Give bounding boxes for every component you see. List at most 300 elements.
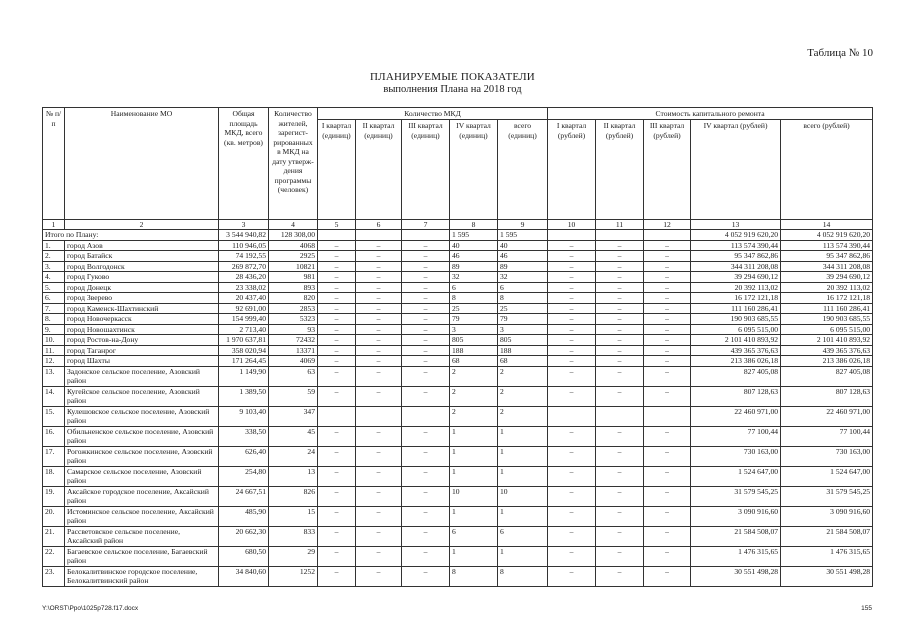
residents-value: 29: [269, 546, 318, 566]
cost-q4-value: 2 101 410 893,92: [691, 335, 781, 346]
mkd-q2-value: –: [356, 293, 402, 304]
mkd-total-value: 79: [498, 314, 548, 325]
municipality-name: Аксайское городское поселение, Аксайский район: [65, 486, 219, 506]
cost-q2-value: –: [596, 386, 644, 406]
mkd-q4-value: 8: [450, 566, 498, 586]
header-mkd-q4: IV квартал (единиц): [450, 120, 498, 220]
cost-q1-value: –: [548, 366, 596, 386]
residents-value: 826: [269, 486, 318, 506]
cost-q1-value: –: [548, 272, 596, 283]
column-number: 14: [781, 220, 873, 230]
mkd-total-value: 188: [498, 345, 548, 356]
table-row: [43, 526, 873, 546]
table-row: [43, 345, 873, 356]
mkd-q1-value: [318, 406, 356, 426]
mkd-q2-value: –: [356, 466, 402, 486]
cost-q3-value: –: [644, 345, 691, 356]
mkd-q3-value: –: [402, 240, 450, 251]
table-row: [43, 366, 873, 386]
row-number: 21.: [43, 526, 65, 546]
mkd-q4-value: 10: [450, 486, 498, 506]
cost-q1-value: –: [548, 486, 596, 506]
mkd-q1-value: –: [318, 261, 356, 272]
mkd-q2-value: –: [356, 446, 402, 466]
area-value: 9 103,40: [219, 406, 269, 426]
mkd-q1-value: –: [318, 303, 356, 314]
residents-value: 893: [269, 282, 318, 293]
total-cost-q4: 4 052 919 620,20: [691, 230, 781, 241]
mkd-q3-value: –: [402, 282, 450, 293]
mkd-total-value: 6: [498, 526, 548, 546]
header-area: Общая площадь МКД, всего (кв. метров): [219, 108, 269, 220]
mkd-total-value: 32: [498, 272, 548, 283]
mkd-q1-value: –: [318, 386, 356, 406]
area-value: 74 192,55: [219, 251, 269, 262]
mkd-q1-value: –: [318, 240, 356, 251]
cost-total-value: 344 311 208,08: [781, 261, 873, 272]
area-value: 485,90: [219, 506, 269, 526]
mkd-total-value: 40: [498, 240, 548, 251]
mkd-q1-value: –: [318, 251, 356, 262]
table-row: [43, 272, 873, 283]
mkd-q4-value: 2: [450, 386, 498, 406]
municipality-name: город Новочеркасск: [65, 314, 219, 325]
table-row: [43, 303, 873, 314]
mkd-q2-value: –: [356, 324, 402, 335]
mkd-q2-value: –: [356, 303, 402, 314]
header-cost-total: всего (рублей): [781, 120, 873, 220]
cost-q1-value: –: [548, 345, 596, 356]
column-number-row: [43, 220, 873, 230]
cost-q2-value: –: [596, 303, 644, 314]
cost-q2-value: –: [596, 426, 644, 446]
mkd-q3-value: –: [402, 314, 450, 325]
residents-value: 347: [269, 406, 318, 426]
mkd-total-value: 8: [498, 293, 548, 304]
table-row: [43, 406, 873, 426]
mkd-total-value: 46: [498, 251, 548, 262]
cost-q2-value: –: [596, 282, 644, 293]
row-number: 10.: [43, 335, 65, 346]
column-number: 5: [318, 220, 356, 230]
mkd-q4-value: 79: [450, 314, 498, 325]
mkd-q2-value: –: [356, 546, 402, 566]
area-value: 23 338,02: [219, 282, 269, 293]
municipality-name: город Ростов-на-Дону: [65, 335, 219, 346]
mkd-q3-value: –: [402, 546, 450, 566]
residents-value: 59: [269, 386, 318, 406]
cost-q3-value: –: [644, 426, 691, 446]
mkd-q4-value: 6: [450, 282, 498, 293]
area-value: 24 667,51: [219, 486, 269, 506]
cost-q4-value: 21 584 508,07: [691, 526, 781, 546]
mkd-total-value: 10: [498, 486, 548, 506]
mkd-q2-value: –: [356, 506, 402, 526]
row-number: 16.: [43, 426, 65, 446]
cost-q3-value: –: [644, 335, 691, 346]
cost-q4-value: 807 128,63: [691, 386, 781, 406]
cost-q2-value: –: [596, 566, 644, 586]
plan-indicators-table: [42, 107, 873, 587]
cost-q1-value: –: [548, 356, 596, 367]
header-mkd-group: Количество МКД: [318, 108, 548, 120]
municipality-name: город Шахты: [65, 356, 219, 367]
residents-value: 72432: [269, 335, 318, 346]
table-row: [43, 356, 873, 367]
area-value: 1 389,50: [219, 386, 269, 406]
mkd-q3-value: –: [402, 506, 450, 526]
cost-q4-value: 31 579 545,25: [691, 486, 781, 506]
cost-q2-value: –: [596, 324, 644, 335]
cost-total-value: 190 903 685,55: [781, 314, 873, 325]
cost-q2-value: –: [596, 546, 644, 566]
municipality-name: город Батайск: [65, 251, 219, 262]
row-number: 15.: [43, 406, 65, 426]
row-number: 12.: [43, 356, 65, 367]
mkd-q1-value: –: [318, 546, 356, 566]
cost-q4-value: 20 392 113,02: [691, 282, 781, 293]
mkd-q4-value: 2: [450, 366, 498, 386]
mkd-q4-value: 32: [450, 272, 498, 283]
mkd-q1-value: –: [318, 293, 356, 304]
mkd-q2-value: –: [356, 314, 402, 325]
mkd-q3-value: –: [402, 324, 450, 335]
mkd-q2-value: –: [356, 526, 402, 546]
cost-q2-value: –: [596, 335, 644, 346]
mkd-total-value: 1: [498, 446, 548, 466]
cost-q1-value: –: [548, 335, 596, 346]
residents-value: 2925: [269, 251, 318, 262]
table-row: [43, 314, 873, 325]
table-row: [43, 261, 873, 272]
row-number: 4.: [43, 272, 65, 283]
cost-total-value: 1 524 647,00: [781, 466, 873, 486]
cost-total-value: 439 365 376,63: [781, 345, 873, 356]
cost-q4-value: 3 090 916,60: [691, 506, 781, 526]
table-row: [43, 335, 873, 346]
area-value: 171 264,45: [219, 356, 269, 367]
cost-q1-value: –: [548, 426, 596, 446]
area-value: 110 946,05: [219, 240, 269, 251]
cost-q4-value: 95 347 862,86: [691, 251, 781, 262]
cost-q3-value: –: [644, 293, 691, 304]
cost-q4-value: 111 160 286,41: [691, 303, 781, 314]
cost-q3-value: –: [644, 486, 691, 506]
cost-q2-value: –: [596, 446, 644, 466]
mkd-q4-value: 40: [450, 240, 498, 251]
cost-q2-value: –: [596, 466, 644, 486]
cost-q3-value: –: [644, 314, 691, 325]
cost-q3-value: –: [644, 466, 691, 486]
column-number: 2: [65, 220, 219, 230]
area-value: 154 999,40: [219, 314, 269, 325]
cost-total-value: 21 584 508,07: [781, 526, 873, 546]
mkd-q3-value: –: [402, 272, 450, 283]
mkd-q4-value: 6: [450, 526, 498, 546]
row-number: 11.: [43, 345, 65, 356]
table-row: [43, 546, 873, 566]
row-number: 23.: [43, 566, 65, 586]
mkd-q3-value: [402, 406, 450, 426]
cost-q2-value: –: [596, 293, 644, 304]
cost-q1-value: –: [548, 566, 596, 586]
row-number: 1.: [43, 240, 65, 251]
cost-total-value: 6 095 515,00: [781, 324, 873, 335]
mkd-q4-value: 2: [450, 406, 498, 426]
municipality-name: город Азов: [65, 240, 219, 251]
cost-q2-value: –: [596, 240, 644, 251]
mkd-q1-value: –: [318, 324, 356, 335]
cost-q3-value: –: [644, 446, 691, 466]
mkd-q4-value: 46: [450, 251, 498, 262]
cost-total-value: 77 100,44: [781, 426, 873, 446]
mkd-q2-value: –: [356, 345, 402, 356]
cost-total-value: 1 476 315,65: [781, 546, 873, 566]
column-number: 12: [644, 220, 691, 230]
residents-value: 820: [269, 293, 318, 304]
residents-value: 24: [269, 446, 318, 466]
mkd-q2-value: –: [356, 366, 402, 386]
cost-q2-value: –: [596, 506, 644, 526]
cost-q4-value: 1 524 647,00: [691, 466, 781, 486]
cost-q3-value: –: [644, 324, 691, 335]
residents-value: 63: [269, 366, 318, 386]
cost-q2-value: [596, 406, 644, 426]
mkd-total-value: 89: [498, 261, 548, 272]
residents-value: 5323: [269, 314, 318, 325]
table-number-label: Таблица № 10: [807, 47, 873, 59]
cost-q3-value: [644, 406, 691, 426]
column-number: 13: [691, 220, 781, 230]
page-number: 155: [861, 605, 872, 612]
column-number: 6: [356, 220, 402, 230]
cost-q4-value: 827 405,08: [691, 366, 781, 386]
cost-q1-value: –: [548, 466, 596, 486]
table-row: [43, 240, 873, 251]
mkd-q2-value: –: [356, 240, 402, 251]
mkd-total-value: 68: [498, 356, 548, 367]
mkd-q2-value: –: [356, 426, 402, 446]
municipality-name: Рассветовское сельское поселение, Аксайский район: [65, 526, 219, 546]
mkd-q1-value: –: [318, 345, 356, 356]
mkd-q3-value: –: [402, 446, 450, 466]
municipality-name: Кулешовское сельское поселение, Азовский район: [65, 406, 219, 426]
mkd-q1-value: –: [318, 272, 356, 283]
mkd-q2-value: –: [356, 282, 402, 293]
mkd-q4-value: 1: [450, 546, 498, 566]
cost-total-value: 111 160 286,41: [781, 303, 873, 314]
municipality-name: город Донецк: [65, 282, 219, 293]
mkd-q2-value: –: [356, 261, 402, 272]
mkd-total-value: 2: [498, 366, 548, 386]
cost-q1-value: –: [548, 282, 596, 293]
document-subtitle: выполнения Плана на 2018 год: [383, 84, 522, 95]
mkd-q3-value: –: [402, 261, 450, 272]
mkd-q4-value: 1: [450, 446, 498, 466]
header-no: № п/п: [43, 108, 65, 220]
cost-total-value: 39 294 690,12: [781, 272, 873, 283]
cost-total-value: 16 172 121,18: [781, 293, 873, 304]
column-number: 1: [43, 220, 65, 230]
mkd-q3-value: –: [402, 466, 450, 486]
cost-q4-value: 16 172 121,18: [691, 293, 781, 304]
mkd-q1-value: –: [318, 356, 356, 367]
row-number: 5.: [43, 282, 65, 293]
total-label: Итого по Плану:: [43, 230, 219, 241]
cost-q1-value: [548, 406, 596, 426]
mkd-total-value: 2: [498, 406, 548, 426]
total-cost-q2: [596, 230, 644, 241]
total-mkd-total: 1 595: [498, 230, 548, 241]
column-number: 11: [596, 220, 644, 230]
mkd-total-value: 25: [498, 303, 548, 314]
residents-value: 13: [269, 466, 318, 486]
mkd-q3-value: –: [402, 426, 450, 446]
cost-q4-value: 22 460 971,00: [691, 406, 781, 426]
mkd-q3-value: –: [402, 486, 450, 506]
cost-q4-value: 1 476 315,65: [691, 546, 781, 566]
column-number: 8: [450, 220, 498, 230]
cost-total-value: 113 574 390,44: [781, 240, 873, 251]
cost-q2-value: –: [596, 366, 644, 386]
mkd-q2-value: –: [356, 356, 402, 367]
table-header: [43, 108, 873, 220]
table-row: [43, 566, 873, 586]
mkd-q4-value: 1: [450, 506, 498, 526]
area-value: 20 662,30: [219, 526, 269, 546]
cost-total-value: 807 128,63: [781, 386, 873, 406]
mkd-q1-value: –: [318, 566, 356, 586]
area-value: 20 437,40: [219, 293, 269, 304]
residents-value: 15: [269, 506, 318, 526]
row-number: 3.: [43, 261, 65, 272]
cost-total-value: 20 392 113,02: [781, 282, 873, 293]
total-mkd-q4: 1 595: [450, 230, 498, 241]
cost-q4-value: 730 163,00: [691, 446, 781, 466]
row-number: 6.: [43, 293, 65, 304]
mkd-q3-value: –: [402, 345, 450, 356]
total-cost-q3: [644, 230, 691, 241]
column-number: 4: [269, 220, 318, 230]
mkd-q4-value: 3: [450, 324, 498, 335]
cost-q3-value: –: [644, 526, 691, 546]
table-body: [43, 220, 873, 587]
municipality-name: Кугейское сельское поселение, Азовский район: [65, 386, 219, 406]
row-number: 8.: [43, 314, 65, 325]
residents-value: 2853: [269, 303, 318, 314]
table-row: [43, 251, 873, 262]
area-value: 269 872,70: [219, 261, 269, 272]
municipality-name: Обильненское сельское поселение, Азовский район: [65, 426, 219, 446]
total-cost-total: 4 052 919 620,20: [781, 230, 873, 241]
mkd-q3-value: –: [402, 366, 450, 386]
cost-q3-value: –: [644, 546, 691, 566]
row-number: 9.: [43, 324, 65, 335]
cost-q3-value: –: [644, 251, 691, 262]
mkd-q4-value: 89: [450, 261, 498, 272]
header-cost-q1: I квартал (рублей): [548, 120, 596, 220]
header-mkd-q3: III квартал (единиц): [402, 120, 450, 220]
cost-q2-value: –: [596, 272, 644, 283]
mkd-q2-value: –: [356, 486, 402, 506]
mkd-q3-value: –: [402, 526, 450, 546]
mkd-q3-value: –: [402, 356, 450, 367]
header-residents: Количество жителей, зарегист-рированных в МКД на дату утверж-дения программы (человек): [269, 108, 318, 220]
mkd-q3-value: –: [402, 566, 450, 586]
residents-value: 45: [269, 426, 318, 446]
municipality-name: Задонское сельское поселение, Азовский район: [65, 366, 219, 386]
mkd-q1-value: –: [318, 446, 356, 466]
mkd-total-value: 2: [498, 386, 548, 406]
cost-total-value: 3 090 916,60: [781, 506, 873, 526]
row-number: 18.: [43, 466, 65, 486]
municipality-name: Багаевское сельское поселение, Багаевский район: [65, 546, 219, 566]
mkd-q1-value: –: [318, 282, 356, 293]
cost-total-value: 31 579 545,25: [781, 486, 873, 506]
mkd-q2-value: –: [356, 272, 402, 283]
mkd-total-value: 1: [498, 506, 548, 526]
cost-q4-value: 113 574 390,44: [691, 240, 781, 251]
area-value: 1 970 637,81: [219, 335, 269, 346]
header-mkd-total: всего (единиц): [498, 120, 548, 220]
total-row: [43, 230, 873, 241]
municipality-name: город Каменск-Шахтинский: [65, 303, 219, 314]
area-value: 34 840,60: [219, 566, 269, 586]
mkd-q1-value: –: [318, 466, 356, 486]
municipality-name: Белокалитвинское городское поселение, Белокалитвинский район: [65, 566, 219, 586]
mkd-q4-value: 1: [450, 426, 498, 446]
cost-q1-value: –: [548, 386, 596, 406]
municipality-name: город Зверево: [65, 293, 219, 304]
cost-q2-value: –: [596, 486, 644, 506]
municipality-name: Истоминское сельское поселение, Аксайский район: [65, 506, 219, 526]
column-number: 9: [498, 220, 548, 230]
mkd-q1-value: –: [318, 506, 356, 526]
cost-q4-value: 190 903 685,55: [691, 314, 781, 325]
cost-q2-value: –: [596, 314, 644, 325]
cost-q3-value: –: [644, 386, 691, 406]
mkd-q4-value: 68: [450, 356, 498, 367]
area-value: 2 713,40: [219, 324, 269, 335]
header-cost-group: Стоимость капитального ремонта: [548, 108, 873, 120]
cost-total-value: 95 347 862,86: [781, 251, 873, 262]
mkd-q1-value: –: [318, 526, 356, 546]
cost-q2-value: –: [596, 356, 644, 367]
area-value: 626,40: [219, 446, 269, 466]
cost-q3-value: –: [644, 261, 691, 272]
cost-total-value: 730 163,00: [781, 446, 873, 466]
cost-q1-value: –: [548, 261, 596, 272]
table-row: [43, 386, 873, 406]
table-row: [43, 324, 873, 335]
cost-total-value: 2 101 410 893,92: [781, 335, 873, 346]
header-mkd-q1: I квартал (единиц): [318, 120, 356, 220]
mkd-q3-value: –: [402, 303, 450, 314]
total-mkd-q1: [318, 230, 356, 241]
cost-q3-value: –: [644, 303, 691, 314]
cost-q1-value: –: [548, 446, 596, 466]
mkd-total-value: 805: [498, 335, 548, 346]
total-mkd-q2: [356, 230, 402, 241]
residents-value: 981: [269, 272, 318, 283]
cost-q1-value: –: [548, 293, 596, 304]
cost-q1-value: –: [548, 324, 596, 335]
row-number: 14.: [43, 386, 65, 406]
mkd-q1-value: –: [318, 335, 356, 346]
mkd-q4-value: 188: [450, 345, 498, 356]
municipality-name: город Волгодонск: [65, 261, 219, 272]
cost-q3-value: –: [644, 282, 691, 293]
